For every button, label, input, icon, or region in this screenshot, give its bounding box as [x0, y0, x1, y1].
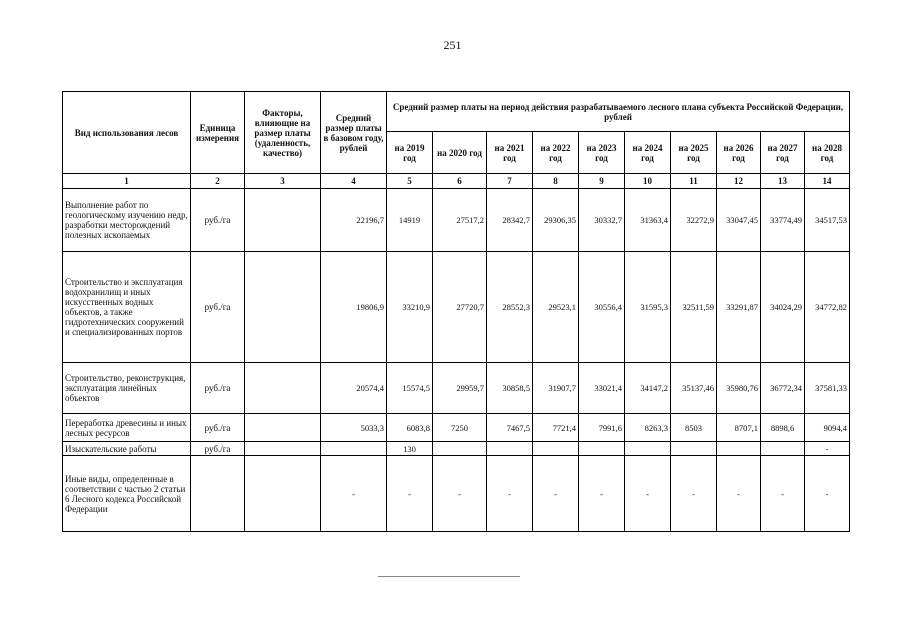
row-base-value: 20574,4 [321, 363, 387, 414]
row-year-value [671, 442, 717, 456]
header-period: Средний размер платы на период действия разрабатываемого лесного плана субъекта Российской Федерации, рублей [387, 92, 850, 132]
row-year-value: 31363,4 [625, 189, 671, 252]
row-year-value: 34024,29 [761, 252, 805, 363]
row-factors [245, 442, 321, 456]
row-year-value: 31595,3 [625, 252, 671, 363]
column-number: 9 [579, 174, 625, 189]
row-year-value: 33210,9 [387, 252, 433, 363]
row-year-value: 34772,82 [805, 252, 850, 363]
row-year-value: 33021,4 [579, 363, 625, 414]
table-row [63, 189, 850, 252]
column-number: 1 [63, 174, 191, 189]
row-year-value: - [761, 456, 805, 532]
header-use: Вид использования лесов [63, 92, 191, 174]
row-year-value: 36772,34 [761, 363, 805, 414]
row-use-name: Строительство и эксплуатация водохранилищ и иных искусственных водных объектов, а также гидротехнических сооружений и специализированных портов [63, 252, 191, 363]
header-unit: Единица измерения [191, 92, 245, 174]
column-number: 14 [805, 174, 850, 189]
row-year-value: 34147,2 [625, 363, 671, 414]
row-use-name: Переработка древесины и иных лесных ресурсов [63, 414, 191, 442]
row-unit: руб./га [191, 414, 245, 442]
row-base-value: 22196,7 [321, 189, 387, 252]
column-number: 3 [245, 174, 321, 189]
row-year-value: - [805, 442, 850, 456]
row-base-value [321, 442, 387, 456]
column-number: 5 [387, 174, 433, 189]
row-use-name: Выполнение работ по геологическому изучению недр, разработки месторождений полезных ископаемых [63, 189, 191, 252]
row-year-value: 9094,4 [805, 414, 850, 442]
row-unit [191, 456, 245, 532]
row-year-value: 8263,3 [625, 414, 671, 442]
column-number: 12 [717, 174, 761, 189]
row-year-value: 7991,6 [579, 414, 625, 442]
row-unit: руб./га [191, 442, 245, 456]
row-use-name: Иные виды, определенные в соответствии с частью 2 статьи 6 Лесного кодекса Российской Федерации [63, 456, 191, 532]
row-year-value: 33047,45 [717, 189, 761, 252]
row-year-value [625, 442, 671, 456]
row-year-value: 30332,7 [579, 189, 625, 252]
row-year-value: 15574,5 [387, 363, 433, 414]
row-unit: руб./га [191, 363, 245, 414]
column-number: 11 [671, 174, 717, 189]
row-year-value [579, 442, 625, 456]
row-year-value: - [625, 456, 671, 532]
column-number: 4 [321, 174, 387, 189]
row-year-value: 8898,6 [761, 414, 805, 442]
column-number: 8 [533, 174, 579, 189]
column-number: 7 [487, 174, 533, 189]
table-row [63, 252, 850, 363]
row-year-value: 27720,7 [433, 252, 487, 363]
row-unit: руб./га [191, 252, 245, 363]
header-year: на 2023 год [579, 132, 625, 174]
row-year-value: 34517,53 [805, 189, 850, 252]
row-year-value [533, 442, 579, 456]
forest-fees-table [62, 91, 850, 532]
column-number: 6 [433, 174, 487, 189]
row-year-value: 30556,4 [579, 252, 625, 363]
row-year-value: 28342,7 [487, 189, 533, 252]
row-year-value: 37581,33 [805, 363, 850, 414]
header-year: на 2027 год [761, 132, 805, 174]
row-year-value: 35980,76 [717, 363, 761, 414]
row-year-value: 33774,49 [761, 189, 805, 252]
row-year-value: - [805, 456, 850, 532]
row-year-value: 32272,9 [671, 189, 717, 252]
header-base: Средний размер платы в базовом году, рублей [321, 92, 387, 174]
row-year-value: - [487, 456, 533, 532]
row-year-value: - [579, 456, 625, 532]
row-year-value: 14919 [387, 189, 433, 252]
row-year-value: 31907,7 [533, 363, 579, 414]
row-base-value: 5033,3 [321, 414, 387, 442]
column-number: 13 [761, 174, 805, 189]
row-year-value: - [433, 456, 487, 532]
row-year-value [717, 442, 761, 456]
row-use-name: Строительство, реконструкция, эксплуатация линейных объектов [63, 363, 191, 414]
table-row [63, 442, 850, 456]
footer-separator-line [378, 576, 520, 577]
row-year-value [761, 442, 805, 456]
row-year-value: 7467,5 [487, 414, 533, 442]
row-year-value: 27517,2 [433, 189, 487, 252]
header-year: на 2021 год [487, 132, 533, 174]
row-factors [245, 363, 321, 414]
row-year-value: 8707,1 [717, 414, 761, 442]
header-year: на 2025 год [671, 132, 717, 174]
row-year-value: 33291,87 [717, 252, 761, 363]
row-factors [245, 189, 321, 252]
row-year-value: - [671, 456, 717, 532]
page-number: 251 [443, 38, 462, 52]
header-year: на 2028 год [805, 132, 850, 174]
row-year-value: 8503 [671, 414, 717, 442]
table-row [63, 363, 850, 414]
header-year: на 2024 год [625, 132, 671, 174]
row-year-value: 28552,3 [487, 252, 533, 363]
table-row [63, 414, 850, 442]
row-year-value: 7721,4 [533, 414, 579, 442]
row-year-value: 6083,8 [387, 414, 433, 442]
row-factors [245, 252, 321, 363]
header-year: на 2020 год [433, 132, 487, 174]
row-use-name: Изыскательские работы [63, 442, 191, 456]
row-year-value: 32511,59 [671, 252, 717, 363]
row-base-value: 19806,9 [321, 252, 387, 363]
row-base-value: - [321, 456, 387, 532]
row-year-value: 29306,35 [533, 189, 579, 252]
header-year: на 2019 год [387, 132, 433, 174]
table-row [63, 456, 850, 532]
row-factors [245, 456, 321, 532]
row-year-value: 29959,7 [433, 363, 487, 414]
row-year-value: 7250 [433, 414, 487, 442]
column-number: 2 [191, 174, 245, 189]
row-year-value [433, 442, 487, 456]
row-year-value: 35137,46 [671, 363, 717, 414]
row-year-value: - [387, 456, 433, 532]
header-year: на 2026 год [717, 132, 761, 174]
header-factors: Факторы, влияющие на размер платы (удаленность, качество) [245, 92, 321, 174]
row-year-value: 130 [387, 442, 433, 456]
row-year-value [487, 442, 533, 456]
row-year-value: - [717, 456, 761, 532]
row-year-value: - [533, 456, 579, 532]
row-unit: руб./га [191, 189, 245, 252]
row-factors [245, 414, 321, 442]
header-year: на 2022 год [533, 132, 579, 174]
row-year-value: 30858,5 [487, 363, 533, 414]
row-year-value: 29523,1 [533, 252, 579, 363]
column-number: 10 [625, 174, 671, 189]
